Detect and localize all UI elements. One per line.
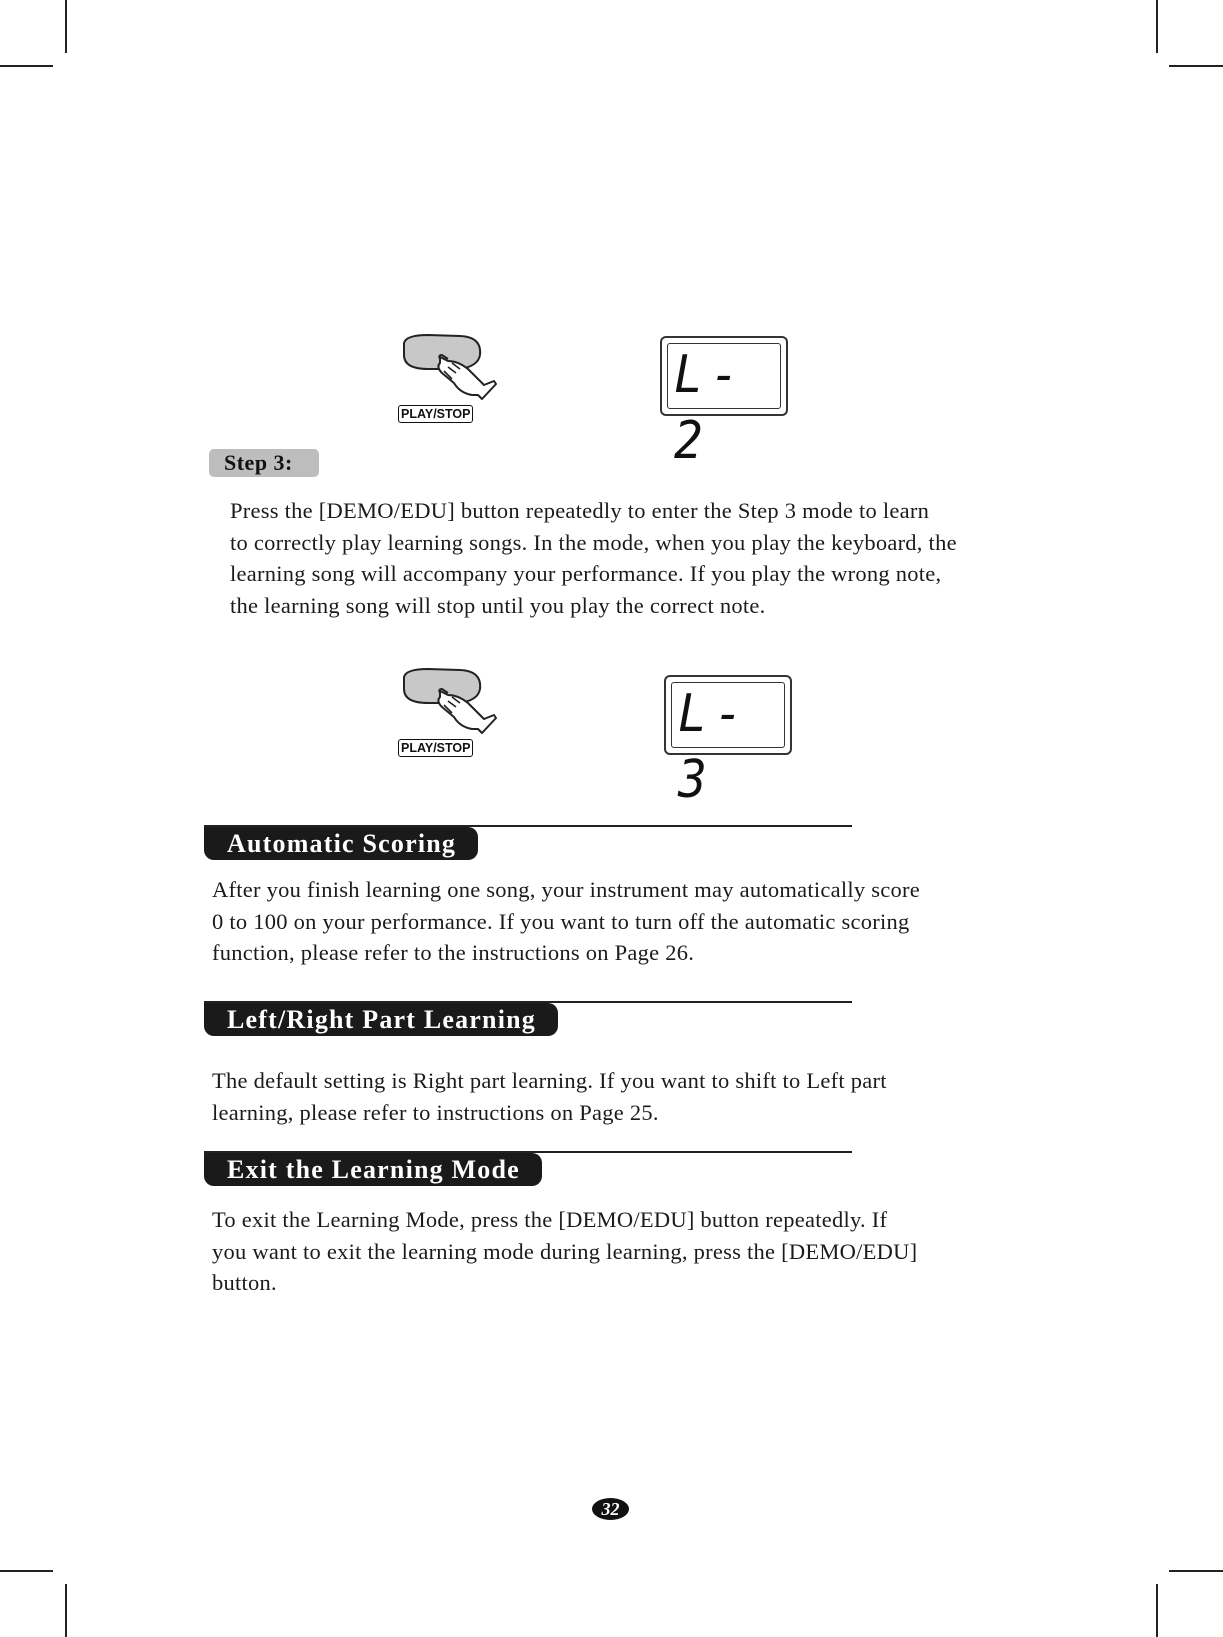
text-line: After you finish learning one song, your instrument may automatically score [212,877,920,902]
left-right-paragraph [212,1065,887,1128]
text-line: you want to exit the learning mode during learning, press the [DEMO/EDU] [212,1238,918,1264]
text-line: the learning song will stop until you play the correct note. [230,593,766,619]
text-line: button. [212,1270,277,1296]
hand-press-icon [398,333,508,411]
text-line: learning, please refer to instructions on Page 25. [212,1099,659,1125]
play-stop-label: PLAY/STOP [398,405,473,423]
crop-mark [1169,1570,1223,1572]
lcd-display [660,336,788,471]
text-line: The default setting is Right part learning. If you want to shift to Left part [212,1068,887,1093]
crop-mark [1156,1584,1158,1637]
play-stop-button-illustration [398,333,508,423]
crop-mark [65,0,67,53]
play-stop-label: PLAY/STOP [398,739,473,757]
lcd-readout: L-3 [678,684,751,810]
lcd-display [664,675,792,810]
text-line: learning song will accompany your performance. If you play the wrong note, [230,561,942,587]
crop-mark [65,1584,67,1637]
crop-mark [0,65,53,67]
heading-label: Automatic Scoring [204,827,478,860]
text-line: to correctly play learning songs. In the mode, when you play the keyboard, the [230,529,957,555]
text-line: To exit the Learning Mode, press the [DEMO/EDU] button repeatedly. If [212,1207,888,1232]
step-badge: Step 3: [209,449,319,477]
page-number: 32 [592,1498,629,1520]
play-stop-button-illustration [398,667,508,757]
hand-press-icon [398,667,508,745]
crop-mark [1156,0,1158,53]
lcd-readout: L-2 [674,345,747,471]
exit-mode-paragraph [212,1204,917,1299]
crop-mark [1169,65,1223,67]
text-line: function, please refer to the instructions on Page 26. [212,940,695,966]
automatic-scoring-paragraph [212,874,920,969]
crop-mark [0,1570,53,1572]
text-line: Press the [DEMO/EDU] button repeatedly to enter the Step 3 mode to learn [230,498,930,523]
heading-label: Exit the Learning Mode [204,1153,542,1186]
step3-paragraph [230,495,957,622]
heading-label: Left/Right Part Learning [204,1003,558,1036]
text-line: 0 to 100 on your performance. If you want to turn off the automatic scoring [212,908,910,934]
